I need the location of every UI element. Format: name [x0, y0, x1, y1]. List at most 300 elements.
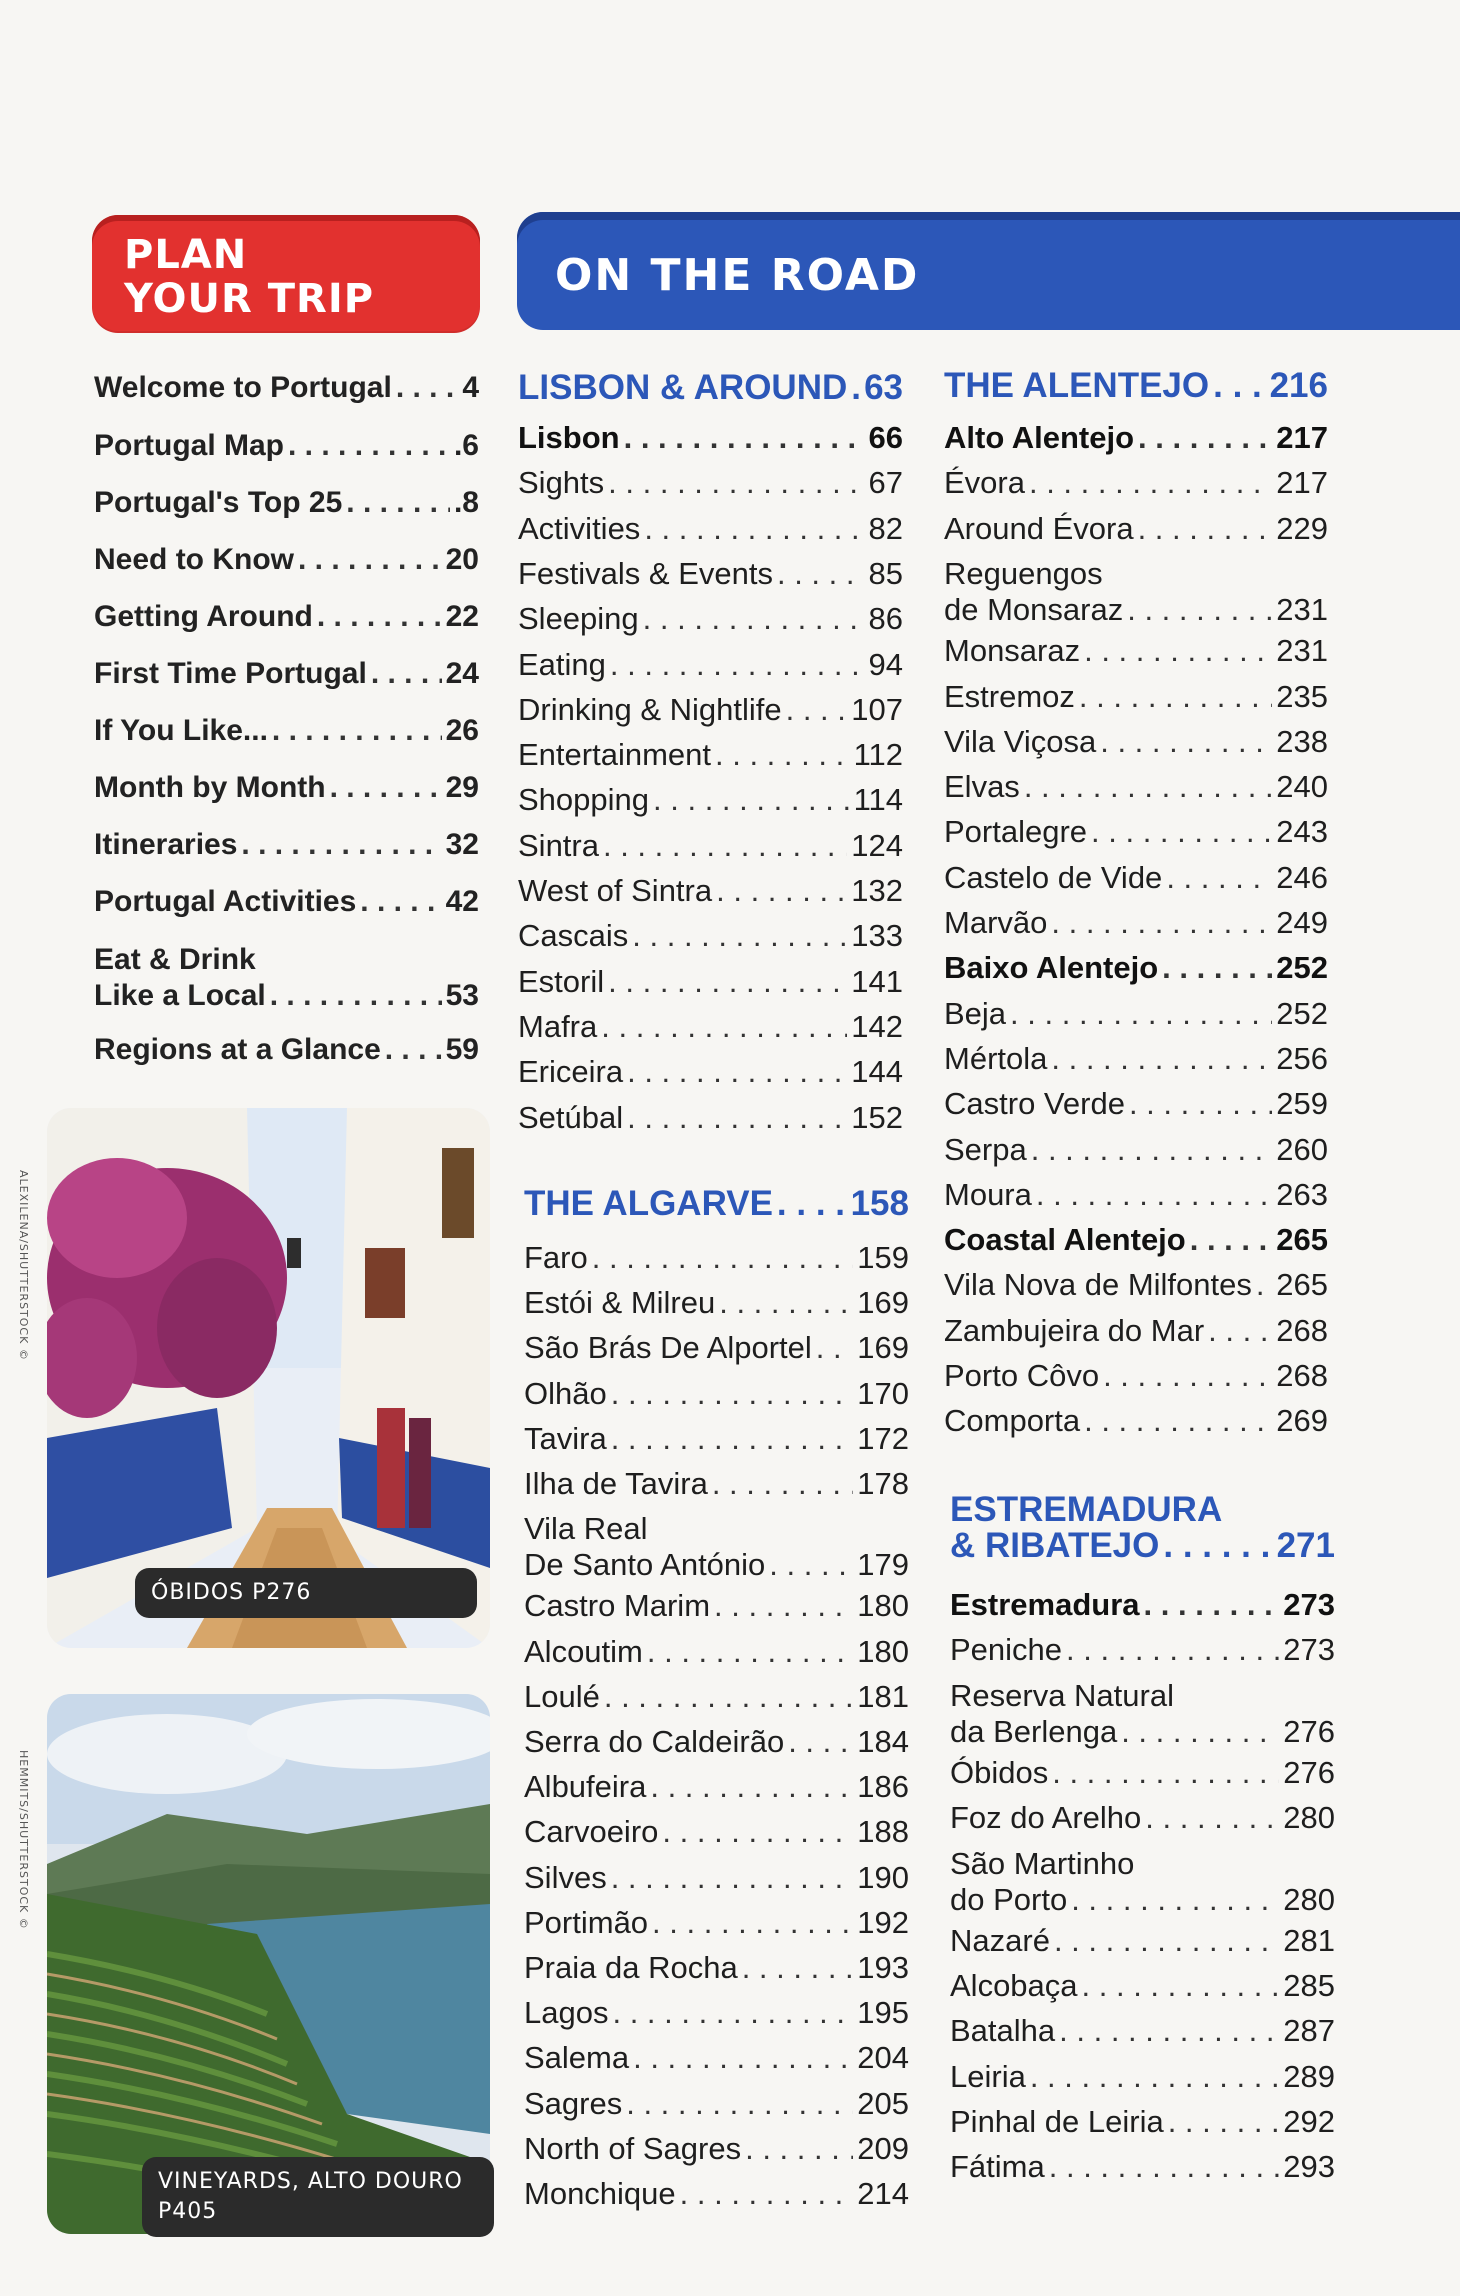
lisbon-toc-item-leader: [608, 964, 847, 1000]
algarve-toc-item-leader: [680, 2176, 854, 2212]
alentejo-toc-item-page: 265: [1276, 1222, 1328, 1258]
lisbon-toc-item-leader: [786, 692, 848, 728]
algarve-toc-item[interactable]: [524, 1466, 909, 1502]
estremadura-toc-item-page: 285: [1283, 1968, 1335, 2004]
plan-title-line1: PLAN: [124, 232, 248, 278]
lisbon-toc-item[interactable]: [518, 1100, 903, 1136]
alentejo-toc-item-leader: [1091, 814, 1272, 850]
alentejo-toc-item-leader: [1138, 511, 1273, 547]
algarve-toc-item[interactable]: [524, 1588, 909, 1624]
lisbon-toc-item-page: 144: [851, 1054, 903, 1090]
algarve-toc-item-leader: [611, 1421, 854, 1457]
estremadura-toc-item[interactable]: [950, 1755, 1335, 1791]
plan-toc-item-page: 29: [445, 771, 479, 804]
estremadura-toc-item-page: 289: [1283, 2058, 1335, 2094]
estremadura-toc-item[interactable]: [950, 1923, 1335, 1959]
alentejo-toc-item[interactable]: [944, 1132, 1328, 1168]
algarve-toc-item-label: Albufeira: [524, 1769, 647, 1805]
lisbon-toc-item-leader: [601, 1009, 847, 1045]
algarve-toc-item-label: Tavira: [524, 1420, 607, 1456]
plan-toc-item-label: Welcome to Portugal: [94, 371, 392, 404]
alentejo-toc-item-page: 268: [1276, 1312, 1328, 1348]
algarve-toc-item[interactable]: [524, 2176, 909, 2212]
lisbon-toc-item[interactable]: [518, 964, 903, 1000]
plan-toc-item-label: Month by Month: [94, 771, 326, 804]
douro-caption: [142, 2157, 494, 2237]
alentejo-toc-item[interactable]: [944, 1403, 1328, 1439]
estremadura-toc-item-leader: [1121, 1714, 1279, 1750]
estremadura-toc-item[interactable]: [950, 1800, 1335, 1836]
alentejo-toc-item-label: Zambujeira do Mar: [944, 1312, 1205, 1348]
lisbon-toc-item-leader: [653, 782, 850, 818]
plan-toc-item[interactable]: [94, 599, 479, 635]
lisbon-toc-item-leader: [715, 737, 850, 773]
algarve-toc-item-leader: [604, 1679, 853, 1715]
plan-toc-item-label-2: Like a Local: [94, 979, 266, 1012]
lisbon-toc-item-label: Sights: [518, 465, 605, 501]
lisbon-toc-item-page: 85: [868, 555, 903, 591]
plan-toc-item-label: Portugal Map: [94, 429, 285, 462]
alentejo-toc-item-page: 246: [1276, 859, 1328, 895]
alentejo-toc-item-label: Évora: [944, 465, 1025, 501]
alentejo-toc-item[interactable]: [944, 511, 1328, 547]
alentejo-toc-item-leader: [1024, 769, 1272, 805]
algarve-heading-label: THE ALGARVE: [524, 1184, 773, 1223]
lisbon-toc-item[interactable]: [518, 692, 903, 728]
alentejo-toc-item[interactable]: [944, 905, 1328, 941]
plan-toc-item-leader: [385, 1032, 442, 1068]
alentejo-toc-item-label: Beja: [944, 995, 1007, 1031]
alentejo-toc-item-page: 249: [1276, 905, 1328, 940]
estremadura-toc-item-leader: [1030, 2059, 1279, 2095]
lisbon-toc-item-leader: [632, 918, 847, 954]
alentejo-toc-item-label: Monsaraz: [944, 633, 1081, 669]
alentejo-toc-item[interactable]: [944, 950, 1328, 986]
plan-toc-item-second-line: [94, 978, 479, 1014]
algarve-toc-item-label: Salema: [524, 2040, 630, 2076]
alentejo-heading-leader: [1213, 368, 1265, 404]
alentejo-toc-item-label-2: de Monsaraz: [944, 591, 1124, 627]
lisbon-toc-item[interactable]: [518, 601, 903, 637]
alentejo-toc-item-label: Baixo Alentejo: [944, 950, 1159, 986]
alentejo-toc-item-page: 235: [1276, 678, 1328, 714]
road-banner-title: ON THE ROAD: [555, 250, 920, 301]
lisbon-toc-item-label: Sleeping: [518, 601, 639, 637]
lisbon-toc-item[interactable]: [518, 1054, 903, 1090]
plan-toc-item[interactable]: [94, 942, 479, 1014]
lisbon-toc-item-leader: [643, 601, 865, 637]
lisbon-toc-item-leader: [624, 420, 865, 456]
obidos-photo: [47, 1108, 490, 1648]
algarve-toc-item[interactable]: [524, 1285, 909, 1321]
alentejo-toc-item-page: 256: [1276, 1040, 1328, 1076]
alentejo-toc-item[interactable]: [944, 679, 1328, 715]
algarve-toc-item-leader: [788, 1724, 853, 1760]
algarve-toc-item-page: 214: [857, 2176, 909, 2211]
alentejo-toc-item-leader: [1103, 1358, 1272, 1394]
alentejo-toc-item[interactable]: [944, 1358, 1328, 1394]
estremadura-toc-item-label: Batalha: [950, 2013, 1056, 2049]
alentejo-toc-item-leader: [1256, 1267, 1272, 1303]
lisbon-toc-item[interactable]: [518, 828, 903, 864]
alentejo-toc-item-label: Comporta: [944, 1403, 1081, 1439]
obidos-caption-text: ÓBIDOS P276: [151, 1580, 312, 1605]
plan-toc-item[interactable]: [94, 656, 479, 692]
plan-toc-item[interactable]: [94, 1032, 479, 1068]
plan-toc-item-label: Regions at a Glance: [94, 1033, 381, 1066]
algarve-toc-item-leader: [662, 1814, 853, 1850]
algarve-toc-item-label: Alcoutim: [524, 1633, 643, 1669]
algarve-toc-item-leader: [611, 1376, 854, 1412]
alentejo-heading-label: THE ALENTEJO: [944, 366, 1210, 405]
estremadura-toc-item-leader: [1054, 1923, 1279, 1959]
douro-vineyards-photo: [47, 1694, 490, 2234]
lisbon-toc-item[interactable]: [518, 420, 903, 456]
plan-toc-item-leader: [270, 978, 442, 1014]
lisbon-toc-item-page: 114: [853, 782, 903, 818]
alentejo-toc-item[interactable]: [944, 1041, 1328, 1077]
algarve-toc-item[interactable]: [524, 1330, 909, 1366]
plan-toc-item-label: If You Like...: [94, 714, 268, 747]
alentejo-toc-item-page: 259: [1276, 1086, 1328, 1122]
douro-photo-credit: HEMMITS/SHUTTERSTOCK ©: [17, 1750, 30, 1930]
estremadura-toc-item[interactable]: [950, 2104, 1335, 2140]
lisbon-toc-item[interactable]: [518, 465, 903, 501]
plan-toc-item-label: Need to Know: [94, 543, 294, 576]
alentejo-heading-page: 216: [1269, 366, 1328, 405]
alentejo-toc-item-leader: [1084, 633, 1272, 669]
alentejo-toc-item[interactable]: [944, 860, 1328, 896]
alentejo-toc-item-second-line: [944, 592, 1328, 628]
alentejo-toc-item[interactable]: [944, 996, 1328, 1032]
plan-toc-item[interactable]: [94, 485, 479, 521]
alentejo-toc-item-leader: [1079, 679, 1272, 715]
alentejo-toc-item-page: 243: [1276, 814, 1328, 850]
plan-toc-item-leader: [241, 827, 441, 863]
plan-toc-item-leader: [298, 542, 442, 578]
algarve-toc-item-leader: [592, 1240, 854, 1276]
alentejo-section-heading[interactable]: [944, 368, 1328, 404]
estremadura-section-heading[interactable]: [950, 1492, 1335, 1564]
alentejo-toc-item-label: Estremoz: [944, 678, 1075, 714]
estremadura-toc-item-second-line: [950, 1714, 1335, 1750]
estremadura-toc-item-page: 280: [1283, 1881, 1335, 1917]
algarve-toc-item-leader: [626, 2086, 853, 2122]
algarve-toc-item-page: 172: [857, 1420, 909, 1456]
alentejo-toc-item[interactable]: [944, 1313, 1328, 1349]
estremadura-toc-item-second-line: [950, 1882, 1335, 1918]
alentejo-toc-item[interactable]: [944, 769, 1328, 805]
algarve-toc-item-page: 205: [857, 2085, 909, 2121]
estremadura-toc-item-label: Fátima: [950, 2149, 1045, 2185]
estremadura-toc-item-label: Peniche: [950, 1632, 1063, 1668]
lisbon-heading-label: LISBON & AROUND: [518, 368, 848, 407]
algarve-toc-item-leader: [652, 1905, 853, 1941]
alentejo-toc-item-leader: [1100, 724, 1272, 760]
estremadura-heading-leader: [1163, 1528, 1272, 1564]
lisbon-toc-item[interactable]: [518, 556, 903, 592]
estremadura-heading-second-line: [950, 1528, 1335, 1564]
plan-toc-item[interactable]: [94, 884, 479, 920]
estremadura-toc-item-leader: [1049, 2149, 1280, 2185]
lisbon-toc-item-page: 112: [853, 737, 903, 773]
lisbon-heading-page: 63: [864, 368, 903, 407]
plan-toc-item-label: Eat & Drink: [94, 943, 256, 976]
algarve-toc-item[interactable]: [524, 1860, 909, 1896]
plan-toc-item-page: 42: [445, 885, 479, 918]
estremadura-toc-item[interactable]: [950, 1632, 1335, 1668]
algarve-toc-item[interactable]: [524, 2040, 909, 2076]
on-the-road-banner: [517, 212, 1460, 330]
lisbon-toc-item-label: Shopping: [518, 782, 650, 818]
plan-toc-item[interactable]: [94, 428, 479, 464]
lisbon-toc-item-page: 82: [868, 510, 903, 546]
plan-toc-item-leader: [317, 599, 442, 635]
estremadura-toc-item-label: São Martinho: [950, 1845, 1135, 1881]
lisbon-toc-item-label: Ericeira: [518, 1054, 624, 1090]
alentejo-toc-item-label: Around Évora: [944, 510, 1134, 546]
alentejo-toc-item[interactable]: [944, 1267, 1328, 1303]
algarve-toc-item-leader: [712, 1466, 853, 1502]
algarve-toc-item-label: Portimão: [524, 1904, 649, 1940]
alentejo-toc-item-page: 268: [1276, 1358, 1328, 1393]
alentejo-toc-item-page: 252: [1276, 950, 1328, 986]
estremadura-toc-item-label: Estremadura: [950, 1587, 1140, 1622]
douro-caption-line1: VINEYARDS, ALTO DOURO: [158, 2169, 463, 2194]
algarve-toc-item[interactable]: [524, 1240, 909, 1276]
lisbon-toc-item-leader: [603, 828, 847, 864]
douro-vineyards-image: [47, 1694, 490, 2234]
algarve-toc-item-page: 179: [857, 1547, 909, 1583]
lisbon-toc-item[interactable]: [518, 511, 903, 547]
algarve-toc-item-label: North of Sagres: [524, 2130, 742, 2166]
plan-toc-item-page: 4: [462, 371, 479, 404]
alentejo-toc-item-label: Vila Viçosa: [944, 723, 1097, 759]
alentejo-toc-item-label: Serpa: [944, 1131, 1027, 1167]
algarve-toc-item-leader: [650, 1769, 853, 1805]
algarve-toc-item-page: 169: [857, 1330, 909, 1366]
estremadura-toc-item-label: Pinhal de Leiria: [950, 2104, 1164, 2139]
alentejo-toc-item-leader: [1031, 1132, 1273, 1168]
alentejo-toc-item-label: Elvas: [944, 769, 1020, 805]
algarve-toc-item-label: Faro: [524, 1240, 588, 1275]
lisbon-toc-item-page: 132: [851, 873, 903, 908]
plan-toc-item-page: 32: [445, 828, 479, 861]
alentejo-toc-item-page: 229: [1276, 510, 1328, 546]
algarve-toc-item-leader: [633, 2040, 853, 2076]
lisbon-toc-item-leader: [644, 511, 864, 547]
algarve-toc-item-page: 204: [857, 2040, 909, 2076]
obidos-photo-credit: ALEXILENA/SHUTTERSTOCK ©: [17, 1170, 30, 1361]
lisbon-toc-item-page: 142: [851, 1008, 903, 1044]
estremadura-toc-item-page: 273: [1283, 1587, 1335, 1622]
plan-toc-item-page: 24: [445, 657, 479, 690]
estremadura-toc-item[interactable]: [950, 2013, 1335, 2049]
algarve-toc-item-label: Monchique: [524, 2176, 676, 2211]
algarve-toc-item-leader: [611, 1860, 854, 1896]
lisbon-toc-item-leader: [777, 556, 865, 592]
alentejo-toc-item-leader: [1029, 465, 1272, 501]
alentejo-toc-item[interactable]: [944, 1086, 1328, 1122]
alentejo-toc-item-leader: [1166, 860, 1272, 896]
estremadura-toc-item-leader: [1059, 2013, 1279, 2049]
estremadura-toc-item-page: 280: [1283, 1800, 1335, 1836]
lisbon-section-heading[interactable]: [518, 370, 903, 406]
lisbon-toc-item[interactable]: [518, 647, 903, 683]
lisbon-toc-item-page: 67: [868, 465, 903, 501]
plan-toc-item-leader: [396, 370, 458, 406]
lisbon-toc-item[interactable]: [518, 782, 903, 818]
alentejo-toc-item-leader: [1138, 420, 1272, 456]
plan-toc-item-leader: [346, 485, 450, 521]
lisbon-toc-item-page: 86: [868, 601, 903, 637]
plan-toc-item[interactable]: [94, 370, 479, 406]
estremadura-toc-item[interactable]: [950, 1846, 1335, 1918]
algarve-heading-leader: [777, 1186, 847, 1222]
estremadura-toc-item[interactable]: [950, 1968, 1335, 2004]
algarve-toc-item-page: 159: [857, 1240, 909, 1275]
algarve-toc-item-page: 209: [857, 2130, 909, 2166]
algarve-section-heading[interactable]: [524, 1186, 909, 1222]
algarve-toc-item[interactable]: [524, 1950, 909, 1986]
algarve-toc-item-label: Ilha de Tavira: [524, 1466, 708, 1501]
obidos-street-image: [47, 1108, 490, 1648]
plan-toc-item-leader: [360, 884, 441, 920]
estremadura-toc-item-page: 281: [1283, 1922, 1335, 1958]
alentejo-toc-item-label: Vila Nova de Milfontes: [944, 1267, 1252, 1303]
plan-toc-item-label: Getting Around: [94, 600, 313, 633]
lisbon-toc-item-label: Setúbal: [518, 1099, 624, 1135]
algarve-toc-item[interactable]: [524, 2086, 909, 2122]
estremadura-toc-item-label: Leiria: [950, 2058, 1026, 2094]
lisbon-toc-item-page: 141: [851, 963, 903, 999]
lisbon-toc-item[interactable]: [518, 873, 903, 909]
algarve-toc-item[interactable]: [524, 1634, 909, 1670]
plan-toc-item-page: 53: [445, 979, 479, 1012]
estremadura-toc-item-label: Alcobaça: [950, 1968, 1078, 2004]
algarve-toc-item-page: 188: [857, 1814, 909, 1850]
estremadura-toc-item-page: 293: [1283, 2149, 1335, 2185]
alentejo-toc-item[interactable]: [944, 814, 1328, 850]
lisbon-toc-item-page: 124: [851, 827, 903, 863]
alentejo-toc-item-page: 231: [1276, 591, 1328, 627]
lisbon-toc-item-label: Festivals & Events: [518, 555, 773, 591]
estremadura-heading-page: 271: [1276, 1526, 1335, 1565]
plan-toc-item-page: 26: [445, 714, 479, 747]
algarve-toc-item-page: 190: [857, 1859, 909, 1895]
alentejo-toc-item[interactable]: [944, 724, 1328, 760]
plan-toc-item-page: 59: [445, 1033, 479, 1066]
plan-toc-item[interactable]: [94, 542, 479, 578]
estremadura-toc-item-label: Reserva Natural: [950, 1677, 1174, 1713]
alentejo-toc-item[interactable]: [944, 556, 1328, 628]
plan-toc-item[interactable]: [94, 713, 479, 749]
algarve-toc-item-label: Loulé: [524, 1678, 600, 1714]
estremadura-toc-item-page: 287: [1283, 2013, 1335, 2049]
algarve-toc-item-leader: [769, 1547, 853, 1583]
lisbon-toc-item-label: Lisbon: [518, 420, 620, 455]
algarve-toc-item[interactable]: [524, 1511, 909, 1583]
algarve-toc-item[interactable]: [524, 1995, 909, 2031]
algarve-toc-item[interactable]: [524, 1769, 909, 1805]
alentejo-toc-item-label: Moura: [944, 1176, 1032, 1212]
estremadura-toc-item[interactable]: [950, 2059, 1335, 2095]
estremadura-toc-item-label-2: da Berlenga: [950, 1713, 1118, 1749]
plan-your-trip-banner: [92, 215, 480, 333]
algarve-toc-item-leader: [719, 1285, 853, 1321]
alentejo-toc-item-leader: [1208, 1313, 1272, 1349]
plan-toc-item-page: .8: [453, 486, 479, 519]
plan-banner-title: [124, 233, 374, 321]
lisbon-toc-item[interactable]: [518, 918, 903, 954]
alentejo-toc-item-label: Marvão: [944, 905, 1048, 940]
lisbon-toc-item-leader: [627, 1054, 847, 1090]
lisbon-toc-item[interactable]: [518, 1009, 903, 1045]
lisbon-toc-item[interactable]: [518, 737, 903, 773]
estremadura-toc-item-label: Nazaré: [950, 1922, 1050, 1958]
lisbon-toc-item-label: West of Sintra: [518, 873, 713, 908]
alentejo-toc-item[interactable]: [944, 633, 1328, 669]
alentejo-toc-item-label: Porto Côvo: [944, 1358, 1100, 1393]
alentejo-toc-item[interactable]: [944, 1222, 1328, 1258]
plan-toc-item-label: First Time Portugal: [94, 657, 367, 690]
lisbon-toc-item-page: 152: [851, 1099, 903, 1135]
algarve-toc-item-page: 169: [857, 1285, 909, 1321]
alentejo-toc-item[interactable]: [944, 1177, 1328, 1213]
algarve-toc-item-label: Sagres: [524, 2085, 623, 2121]
estremadura-toc-item-label: Óbidos: [950, 1754, 1049, 1790]
estremadura-toc-item-label: Foz do Arelho: [950, 1800, 1142, 1836]
alentejo-toc-item-leader: [1010, 996, 1272, 1032]
plan-toc-item-page: 22: [445, 600, 479, 633]
lisbon-toc-item-leader: [716, 873, 847, 909]
alentejo-toc-item-leader: [1129, 1086, 1272, 1122]
alentejo-toc-item[interactable]: [944, 465, 1328, 501]
algarve-toc-item[interactable]: [524, 2131, 909, 2167]
algarve-toc-item[interactable]: [524, 1724, 909, 1760]
algarve-toc-item[interactable]: [524, 1376, 909, 1412]
lisbon-toc-item-page: 133: [851, 918, 903, 954]
algarve-toc-item-second-line: [524, 1547, 909, 1583]
alentejo-toc-item-label: Reguengos: [944, 555, 1103, 591]
alentejo-toc-item-leader: [1127, 592, 1272, 628]
alentejo-toc-item[interactable]: [944, 420, 1328, 456]
plan-toc-item[interactable]: [94, 770, 479, 806]
algarve-toc-item[interactable]: [524, 1679, 909, 1715]
alentejo-toc-item-leader: [1051, 905, 1272, 941]
algarve-toc-item[interactable]: [524, 1421, 909, 1457]
algarve-toc-item[interactable]: [524, 1814, 909, 1850]
estremadura-toc-item[interactable]: [950, 1587, 1335, 1623]
algarve-toc-item-leader: [816, 1330, 854, 1366]
estremadura-toc-item[interactable]: [950, 1678, 1335, 1750]
algarve-toc-item-label: Olhão: [524, 1375, 607, 1411]
lisbon-toc-item-label: Activities: [518, 510, 641, 546]
lisbon-toc-item-label: Mafra: [518, 1008, 598, 1044]
alentejo-toc-item-leader: [1084, 1403, 1272, 1439]
algarve-toc-item[interactable]: [524, 1905, 909, 1941]
estremadura-toc-item-leader: [1144, 1587, 1280, 1623]
alentejo-toc-item-leader: [1190, 1222, 1273, 1258]
plan-toc-item[interactable]: [94, 827, 479, 863]
lisbon-toc-item-label: Estoril: [518, 963, 605, 999]
algarve-toc-item-page: 192: [857, 1904, 909, 1940]
alentejo-toc-item-label: Coastal Alentejo: [944, 1222, 1186, 1258]
estremadura-toc-item-leader: [1145, 1800, 1279, 1836]
alentejo-toc-item-page: 217: [1276, 465, 1328, 501]
estremadura-toc-item[interactable]: [950, 2149, 1335, 2185]
plan-toc-item-label: Portugal Activities: [94, 885, 357, 918]
